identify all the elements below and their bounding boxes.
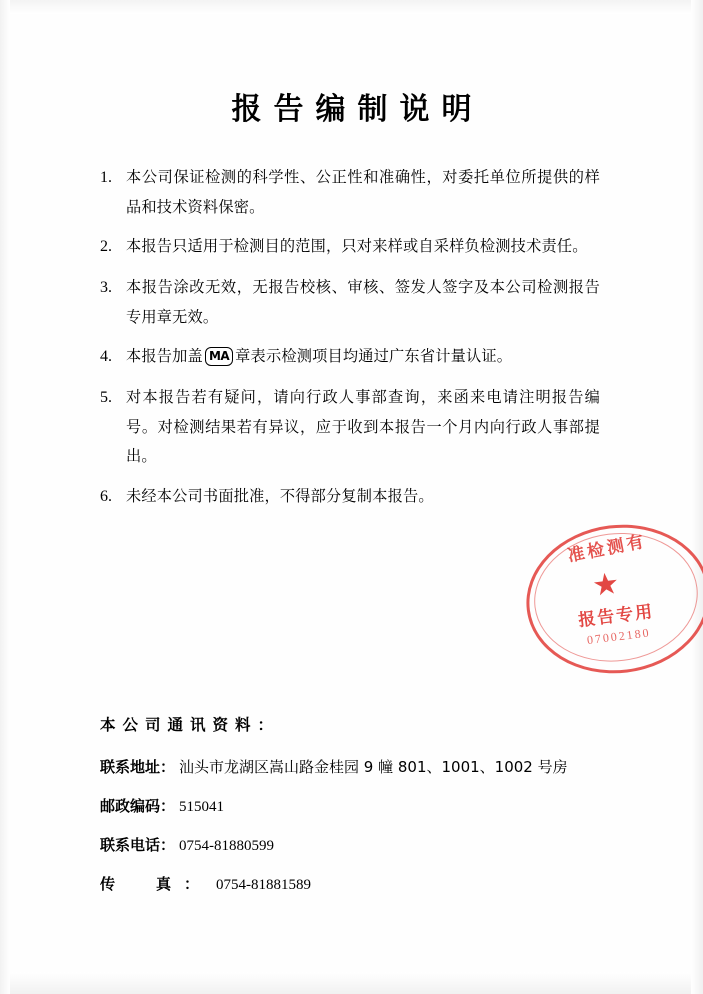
contact-label-postcode: 邮政编码： xyxy=(100,797,176,815)
clause-number: 4. xyxy=(100,348,112,366)
clause-number: 3. xyxy=(100,279,112,296)
contact-row-address xyxy=(100,756,620,777)
scan-edge-bottom xyxy=(0,972,703,994)
clause-text: 本报告涂改无效，无报告校核、审核、签发人签字及本公司检测报告专用章无效。 xyxy=(126,278,600,326)
seal-code: 07002180 xyxy=(586,625,652,648)
clause-text xyxy=(126,342,600,372)
contact-value-fax: 0754-81881589 xyxy=(216,877,312,893)
contact-value-address: 汕头市龙湖区嵩山路金桂园 9 幢 801、1001、1002 号房 xyxy=(179,758,568,776)
scan-edge-top xyxy=(0,0,703,14)
contact-row-phone xyxy=(100,834,620,855)
clause-item xyxy=(100,273,600,332)
seal-outer-ring xyxy=(518,514,703,683)
ma-certification-mark: MA xyxy=(205,347,233,366)
contact-label-address: 联系地址： xyxy=(100,758,176,776)
clause-text-before: 本报告加盖 xyxy=(126,347,203,366)
seal-arc-text: 准检测有 xyxy=(566,531,649,567)
scan-edge-right xyxy=(691,0,703,994)
clause-number: 6. xyxy=(100,487,112,505)
scan-edge-left xyxy=(0,0,10,994)
seal-inner-ring xyxy=(527,524,703,671)
clause-item xyxy=(100,163,600,222)
clause-item xyxy=(100,383,600,472)
contact-label-phone: 联系电话： xyxy=(100,836,176,854)
clause-number: 2. xyxy=(100,238,112,256)
contact-section xyxy=(100,713,620,912)
clause-item xyxy=(100,232,600,263)
clause-text: 对本报告若有疑问，请向行政人事部查询，来函来电请注明报告编号。对检测结果若有异议，应于收到本报告一个月内向行政人事部提出。 xyxy=(126,388,600,466)
red-official-seal xyxy=(520,518,700,678)
clause-text: 未经本公司书面批准，不得部分复制本报告。 xyxy=(126,486,434,505)
clause-text-after: 章表示检测项目均通过广东省计量认证。 xyxy=(235,347,513,366)
contact-value-postcode: 515041 xyxy=(179,799,225,815)
clause-list xyxy=(100,163,600,523)
seal-main-text: 报告专用 xyxy=(577,601,656,631)
contact-label-fax: 传 真： xyxy=(100,875,213,893)
clause-text: 本报告只适用于检测目的范围，只对来样或自采样负检测技术责任。 xyxy=(126,237,588,256)
clause-number: 1. xyxy=(100,169,112,186)
seal-inner xyxy=(511,508,703,689)
contact-value-phone: 0754-81880599 xyxy=(179,838,275,854)
contact-heading: 本公司通讯资料： xyxy=(100,716,281,734)
page-title: 报告编制说明 xyxy=(231,92,484,127)
clause-item-ma xyxy=(100,342,600,373)
contact-row-fax xyxy=(100,873,620,894)
clause-text: 本公司保证检测的科学性、公正性和准确性，对委托单位所提供的样品和技术资料保密。 xyxy=(126,168,600,216)
star-icon: ★ xyxy=(590,566,622,603)
contact-row-postcode xyxy=(100,795,620,816)
clause-item xyxy=(100,482,600,513)
clause-number: 5. xyxy=(100,389,112,406)
